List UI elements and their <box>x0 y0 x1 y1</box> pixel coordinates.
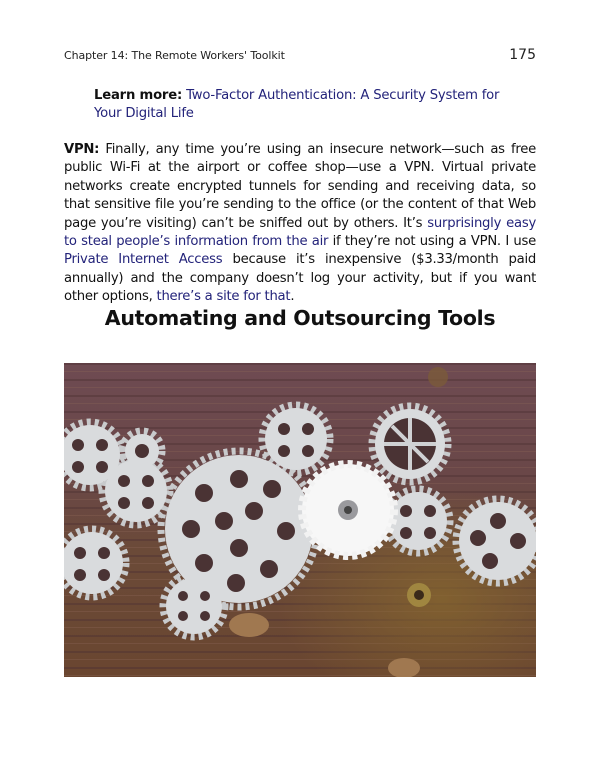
gears-illustration <box>64 363 536 677</box>
vpn-text-3: because it’s inexpensive ($3.33/month paid annually) and the company doesn’t log your activity, but if you want other options, <box>64 252 536 305</box>
vpn-options-site-link[interactable]: there’s a site for that <box>156 289 291 305</box>
learn-more-note <box>94 87 524 123</box>
vpn-paragraph <box>64 141 536 307</box>
vpn-text-2: if they’re not using a VPN. I use <box>328 234 536 250</box>
learn-more-label: Learn more: <box>94 88 183 103</box>
vpn-text-1: Finally, any time you’re using an insecure network—such as free public Wi-Fi at the airport or coffee shop—use a VPN. Virtual private networks create encrypted tunnels for sending and receiving data, so that sensitive file you’re sending to the office (or the content of that Web page you’re visiting) can’t be sniffed out by others. It’s <box>64 142 536 231</box>
chapter-title: Chapter 14: The Remote Workers' Toolkit <box>64 49 285 62</box>
gears-photo <box>64 363 536 677</box>
private-internet-access-link[interactable]: Private Internet Access <box>64 252 223 268</box>
running-header <box>64 47 536 63</box>
vpn-label: VPN: <box>64 142 100 157</box>
two-factor-auth-link[interactable]: Two-Factor Authentication: A Security System for Your Digital Life <box>94 88 500 121</box>
vpn-text-4: . <box>290 289 295 305</box>
page-number: 175 <box>509 47 536 63</box>
steal-information-link[interactable]: surprisingly easy to steal people’s information from the air <box>64 215 536 250</box>
section-heading: Automating and Outsourcing Tools <box>104 306 496 330</box>
